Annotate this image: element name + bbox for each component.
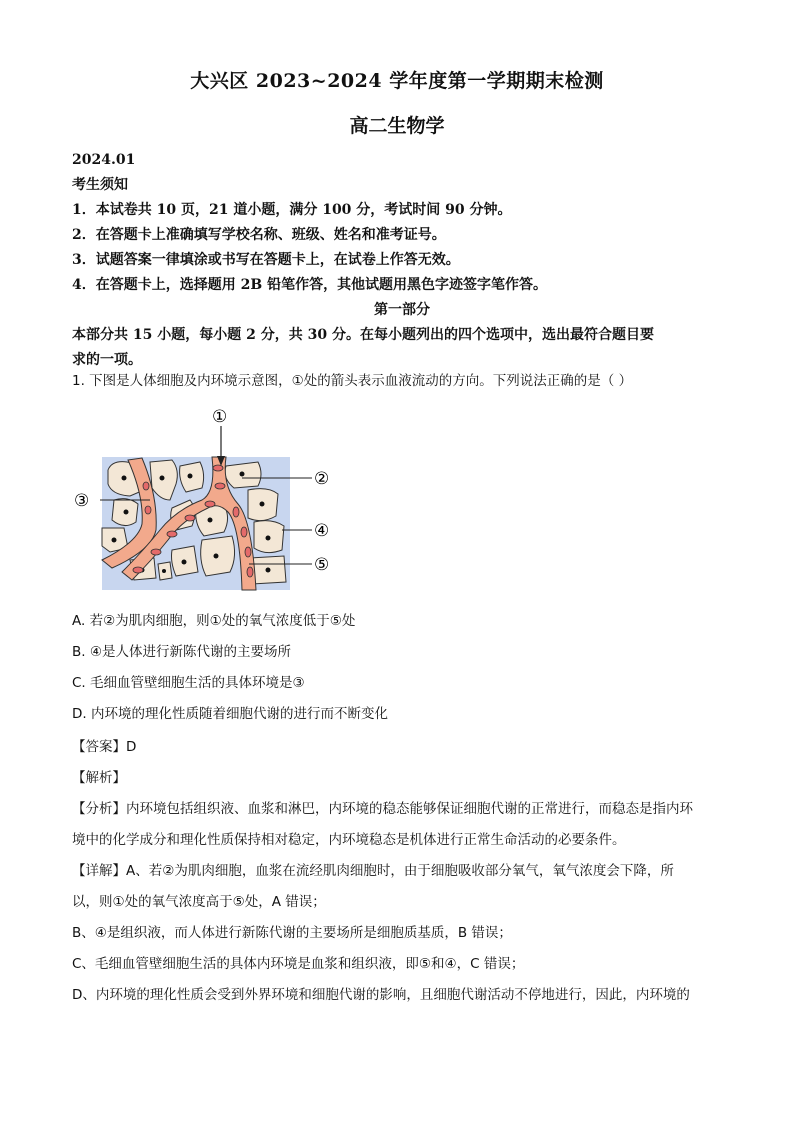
label-2: ② (314, 469, 330, 489)
option-a: A. 若②为肌肉细胞，则①处的氧气浓度低于⑤处 (72, 613, 356, 629)
exam-date: 2024.01 (72, 152, 136, 168)
part-description: 本部分共 15 小题，每小题 2 分，共 30 分。在每小题列出的四个选项中，选出最符合题目要 (72, 327, 654, 343)
detail-line: 以，则①处的氧气浓度高于⑤处，A 错误； (72, 894, 326, 910)
option-c: C. 毛细血管壁细胞生活的具体环境是③ (72, 675, 305, 691)
detail-line: B、④是组织液，而人体进行新陈代谢的主要场所是细胞质基质，B 错误； (72, 925, 512, 941)
exam-notice (72, 148, 732, 373)
part-description: 求的一项。 (72, 352, 142, 368)
exam-subtitle: 高二生物学 (349, 115, 445, 137)
analysis-title: 【解析】 (72, 770, 126, 786)
exam-title: 大兴区 2023~2024 学年度第一学期期末检测 (190, 70, 604, 92)
label-5: ⑤ (314, 555, 330, 575)
option-d: D. 内环境的理化性质随着细胞代谢的进行而不断变化 (72, 706, 388, 722)
question-stem: 1. 下图是人体细胞及内环境示意图，①处的箭头表示血液流动的方向。下列说法正确的是（ ） (72, 373, 633, 389)
notice-heading: 考生须知 (72, 177, 128, 193)
answer-line: 【答案】D (72, 739, 137, 755)
detail-line: C、毛细血管壁细胞生活的具体内环境是血浆和组织液，即⑤和④，C 错误； (72, 956, 525, 972)
fenxi-line: 【分析】内环境包括组织液、血浆和淋巴，内环境的稳态能够保证细胞代谢的正常进行，而稳态是指内环 (72, 801, 693, 817)
detail-line: D、内环境的理化性质会受到外界环境和细胞代谢的影响，且细胞代谢活动不停地进行，因此，内环境的 (72, 987, 690, 1003)
fenxi-line: 境中的化学成分和理化性质保持相对稳定，内环境稳态是机体进行正常生命活动的必要条件。 (72, 832, 626, 848)
part-title: 第一部分 (374, 302, 430, 318)
label-4: ④ (314, 521, 330, 541)
detail-line: 【详解】A、若②为肌肉细胞，血浆在流经肌肉细胞时，由于细胞吸收部分氧气，氧气浓度会下降，所 (72, 863, 674, 879)
label-3: ③ (74, 491, 90, 511)
notice-item: 1．本试卷共 10 页，21 道小题，满分 100 分，考试时间 90 分钟。 (72, 202, 512, 218)
cell-environment-diagram (72, 400, 342, 595)
question-options (72, 608, 732, 732)
answer-section (72, 732, 732, 1011)
notice-item: 4．在答题卡上，选择题用 2B 铅笔作答，其他试题用黑色字迹签字笔作答。 (72, 277, 548, 293)
notice-item: 2．在答题卡上准确填写学校名称、班级、姓名和准考证号。 (72, 227, 446, 243)
notice-item: 3．试题答案一律填涂或书写在答题卡上，在试卷上作答无效。 (72, 252, 460, 268)
option-b: B. ④是人体进行新陈代谢的主要场所 (72, 644, 291, 660)
label-1: ① (212, 407, 228, 427)
